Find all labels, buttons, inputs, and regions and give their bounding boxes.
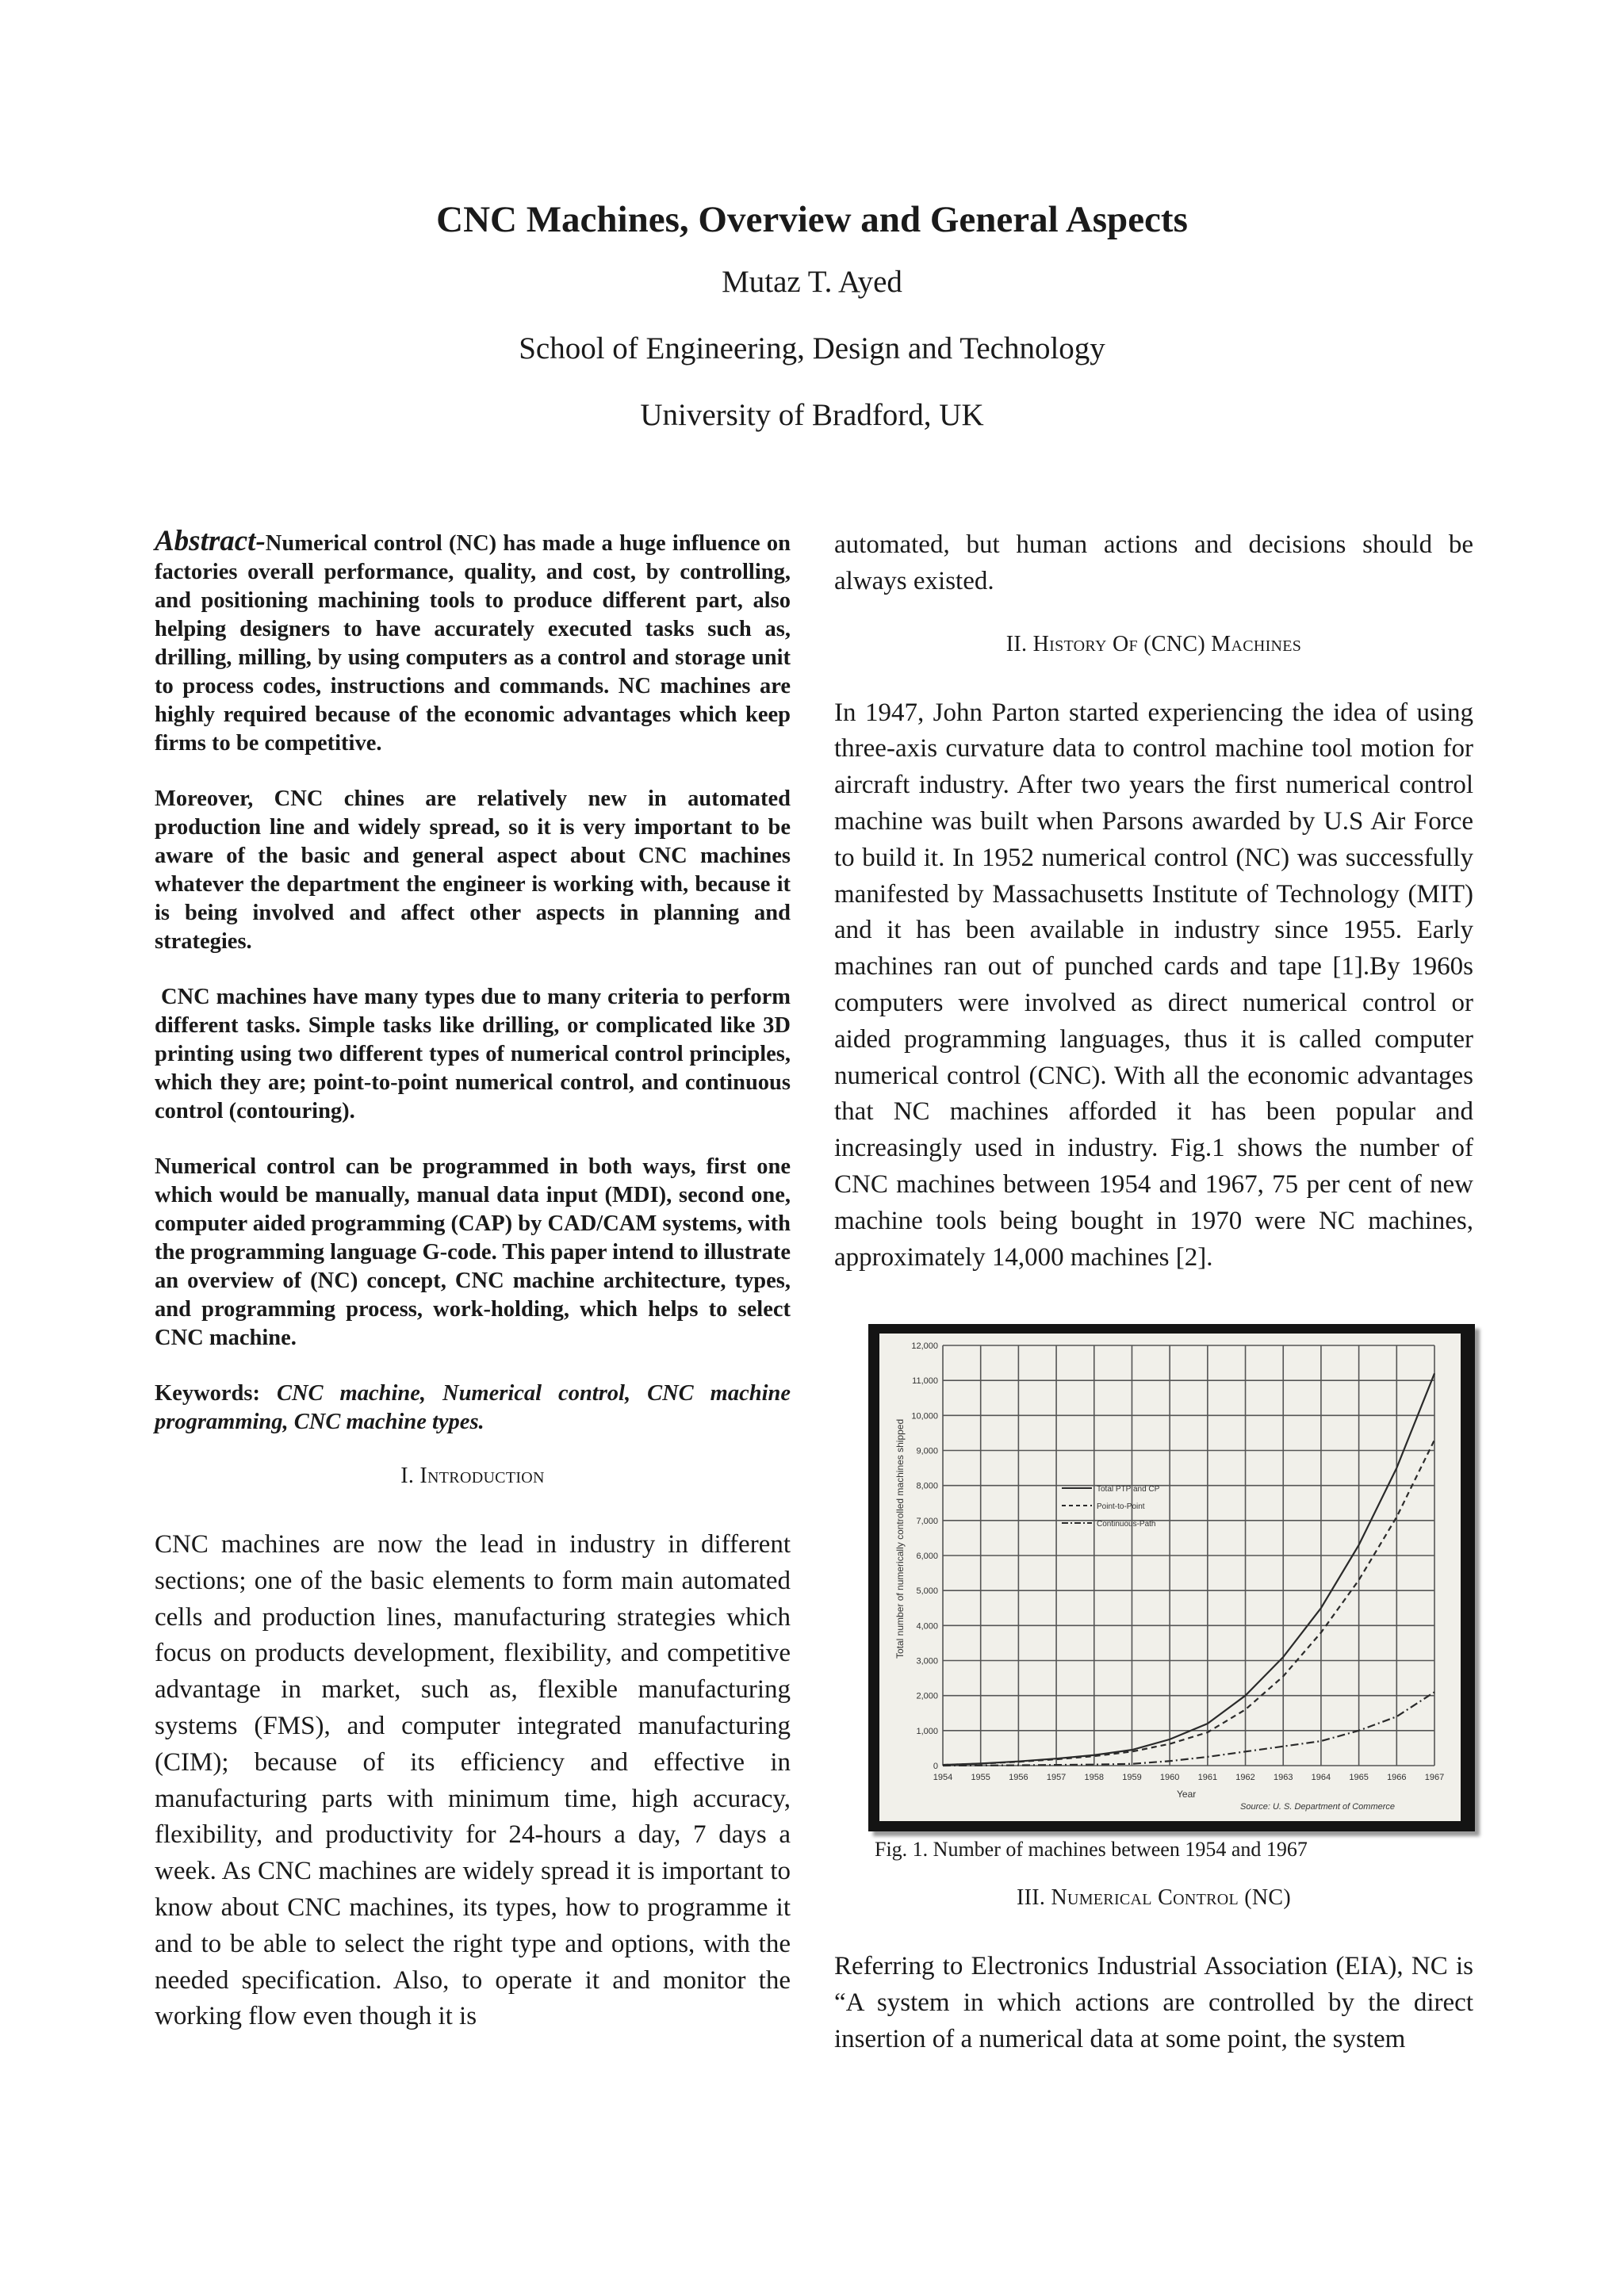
right-column [834, 527, 1473, 1276]
chart-series [943, 1373, 1434, 1766]
paper-title: CNC Machines, Overview and General Aspects [436, 199, 1188, 240]
abstract-paragraph-2: Moreover, CNC chines are relatively new in automated production line and widely spread, so it is very important to be aware of the basic and general aspect about CNC machines whatever the department the engineer is working with, because it is being involved and affect other aspects in planning and strategies. [155, 786, 791, 954]
y-tick-label: 7,000 [916, 1516, 938, 1526]
y-tick-label: 1,000 [916, 1726, 938, 1736]
x-tick-label: 1965 [1349, 1773, 1369, 1782]
figure-caption: Fig. 1. Number of machines between 1954 and 1967 [875, 1838, 1308, 1861]
author-name: Mutaz T. Ayed [722, 265, 902, 299]
keywords [155, 1380, 791, 1437]
legend-label: Continuous-Path [1097, 1520, 1156, 1529]
abstract [155, 527, 791, 1353]
section-heading-introduction: I. Introduction [400, 1464, 545, 1488]
y-tick-label: 12,000 [911, 1341, 938, 1351]
x-tick-label: 1964 [1311, 1773, 1331, 1782]
y-tick-label: 11,000 [912, 1376, 938, 1387]
figure-1-photo [879, 1334, 1461, 1821]
section-heading-numerical-control: III. Numerical Control (NC) [1016, 1885, 1292, 1910]
x-tick-label: 1962 [1235, 1773, 1255, 1782]
y-tick-label: 8,000 [916, 1481, 938, 1491]
left-column [155, 527, 791, 2035]
legend-label: Point-to-Point [1097, 1502, 1145, 1511]
y-tick-label: 9,000 [916, 1446, 938, 1456]
y-axis-label: Total number of numerically controlled machines shipped [894, 1418, 906, 1659]
history-text: In 1947, John Parton started experiencing the idea of using three-axis curvature data to control machine tool motion for aircraft industry. After two years the first numerical control machine was built when Parsons awarded by U.S Air Force to build it. In 1952 numerical control (NC) was successfully manifested by Massachusetts Institute of Technology (MIT) and it has been available in industry since 1955. Early machines ran out of punched cards and tape [1].By 1960s computers were involved as direct numerical control or aided programming languages, thus it is called computer numerical control (CNC). With all the economic advantages that NC machines afforded it has been popular and increasingly used in industry. Fig.1 shows the number of CNC machines between 1954 and 1967, 75 per cent of new machine tools being bought in 1970 were NC machines, approximately 14,000 machines [2]. [834, 698, 1473, 1272]
y-tick-label: 5,000 [916, 1586, 938, 1597]
y-axis-ticks [911, 1341, 938, 1771]
section-heading-history: II. History Of (CNC) Machines [1005, 631, 1302, 656]
x-tick-label: 1966 [1387, 1773, 1407, 1782]
right-column-lower [834, 1885, 1473, 2057]
keywords-list: CNC machine, Numerical control, CNC machine programming, CNC machine types. [155, 1381, 791, 1434]
series-line-0 [943, 1373, 1434, 1765]
y-tick-label: 2,000 [916, 1691, 938, 1701]
x-tick-label: 1957 [1046, 1773, 1067, 1782]
x-tick-label: 1954 [933, 1773, 953, 1782]
abstract-paragraph-4: Numerical control can be programmed in both ways, first one which would be manually, manual data input (MDI), second one, computer aided programming (CAP) by CAD/CAM systems, with the programming language G-code. This paper intend to illustrate an overview of (NC) concept, CNC machine architecture, types, and programming process, work-holding, which helps to select CNC machine. [155, 1154, 791, 1350]
affiliation-university: University of Bradford, UK [640, 398, 984, 432]
x-axis-label: Year [1177, 1789, 1197, 1800]
chart-source: Source: U. S. Department of Commerce [1240, 1802, 1396, 1812]
legend-label: Total PTP and CP [1097, 1485, 1160, 1494]
chart-legend [1062, 1485, 1160, 1529]
abstract-label: Abstract- [155, 525, 266, 557]
introduction-continued: automated, but human actions and decisions should be always existed. [834, 530, 1473, 595]
numerical-control-text: Referring to Electronics Industrial Association (EIA), NC is “A system in which actions are controlled by the direct insertion of a numerical data at some point, the system [834, 1952, 1473, 2053]
x-tick-label: 1961 [1197, 1773, 1218, 1782]
machines-line-chart [879, 1334, 1461, 1821]
y-tick-label: 0 [933, 1762, 938, 1771]
y-tick-label: 6,000 [916, 1552, 938, 1561]
affiliation-school: School of Engineering, Design and Technology [519, 331, 1105, 365]
chart-grid [943, 1345, 1434, 1766]
y-tick-label: 3,000 [916, 1656, 938, 1667]
x-tick-label: 1960 [1159, 1773, 1180, 1782]
x-tick-label: 1956 [1009, 1773, 1028, 1782]
y-tick-label: 4,000 [916, 1621, 938, 1632]
series-line-1 [943, 1440, 1434, 1765]
x-tick-label: 1955 [971, 1773, 990, 1782]
abstract-paragraph-3: CNC machines have many types due to many criteria to perform different tasks. Simple tasks like drilling, or complicated like 3D printing using two different types of numerical control principles, which they are; point-to-point numerical control, and continuous control (contouring). [155, 985, 791, 1123]
x-tick-label: 1967 [1424, 1773, 1445, 1782]
abstract-paragraph-1 [155, 527, 791, 758]
figure-1 [868, 1324, 1475, 1831]
title-block [0, 198, 1624, 465]
x-tick-label: 1963 [1273, 1773, 1293, 1782]
keywords-label: Keywords: [155, 1381, 260, 1406]
x-tick-label: 1958 [1084, 1773, 1105, 1782]
introduction-text: CNC machines are now the lead in industry in different sections; one of the basic elements to form main automated cells and production lines, manufacturing strategies which focus on products development, flexibility, and competitive advantage in market, such as, flexible manufacturing systems (FMS), and computer integrated manufacturing (CIM); because of its efficiency and effective in manufacturing parts with minimum time, high accuracy, flexibility, and productivity for 24-hours a day, 7 days a week. As CNC machines are widely spread it is important to know about CNC machines, its types, how to programme it and to be able to select the right type and options, with the needed specification. Also, to operate it and monitor the working flow even though it is [155, 1530, 791, 2031]
abstract-text-1: Numerical control (NC) has made a huge influence on factories overall performance, quality, and cost, by controlling, and positioning machining tools to produce different part, also helping designers to have accurately executed tasks such as, drilling, milling, by using computers as a control and storage unit to process codes, instructions and commands. NC machines are highly required because of the economic advantages which keep firms to be competitive. [155, 531, 791, 756]
x-tick-label: 1959 [1122, 1773, 1142, 1782]
y-tick-label: 10,000 [911, 1411, 938, 1422]
x-axis-ticks [933, 1773, 1444, 1782]
series-line-2 [943, 1692, 1434, 1766]
